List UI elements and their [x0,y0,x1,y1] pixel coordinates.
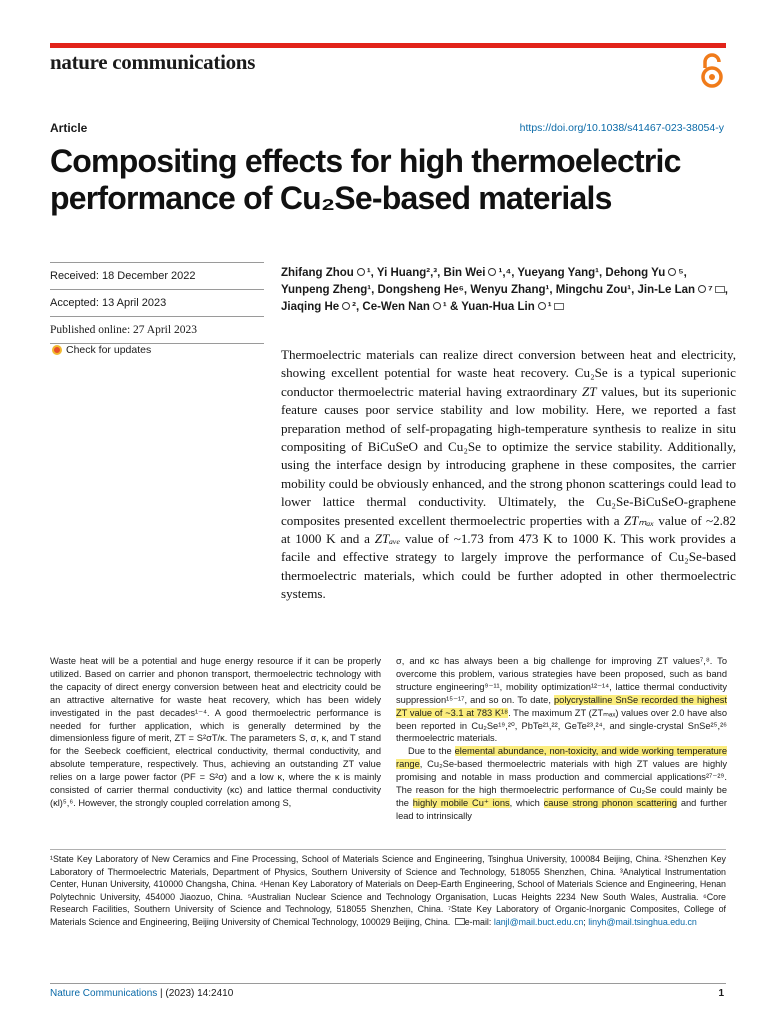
envelope-icon[interactable] [715,286,725,293]
author-affil: ⁷ [708,284,713,296]
received-date: Received: 18 December 2022 [50,262,264,289]
orcid-icon[interactable] [698,285,706,293]
footer-divider [50,983,726,984]
author-affil: ² [352,301,356,313]
author-name[interactable]: , Ce-Wen Nan [356,301,430,313]
email-link[interactable]: linyh@mail.tsinghua.edu.cn [588,916,697,927]
abstract-zt-max: ZTₘₐₓ [623,512,655,528]
abstract-text: Thermoelectric materials can realize direct conversion between heat and electricity, showing excellent potential for waste heat recovery. Cu₂Se is a typical superionic conductor thermoelectric material having extraordinary [281,347,736,399]
email-link[interactable]: lanjl@mail.buct.edu.cn [493,916,584,927]
article-dates [50,262,264,344]
body-column-left [50,655,381,810]
author-affil: ¹ [547,301,552,313]
abstract-text: values, but its superionic feature causes poor service stability and low mobility. Here, we reported a fast preparation method of self-propagating high-temperature synthesis to realize in situ compositing of BiCuSeO and Cu₂Se to optimize the service stability. Additionally, using the interface design by introducing graphene in these composites, the carrier mobility could be obviously enhanced, and the strong phonon scatterings could lead to lower lattice thermal conductivity. Ultimately, the Cu₂Se-BiCuSeO-graphene composites presented excellent thermoelectric properties with a [281,383,737,528]
body-text: σ, and κc has always been a big challenge for improving ZT values⁷,⁸. To overcome this problem, various strategies have been proposed, such as band structure engineering⁹⁻¹¹, mobility optimization¹²⁻¹⁴, lattice thermal conductivity suppression¹⁵⁻¹⁷, and so on. To date, [396,656,727,705]
author-name[interactable]: Mingchu Zou [555,284,628,296]
author-name[interactable]: Wenyu Zhang [470,284,546,296]
orcid-icon[interactable] [488,268,496,276]
author-affil: ¹, [367,284,378,296]
check-updates-label: Check for updates [66,344,152,356]
abstract-zt-ave: ZTₐᵥₑ [374,531,401,547]
footer-volume: | (2023) 14:2410 [160,988,234,999]
author-list [281,265,731,316]
orcid-icon[interactable] [342,302,350,310]
author-name[interactable]: Jiaqing He [281,301,340,313]
author-name[interactable]: Dongsheng He [377,284,459,296]
check-updates-icon [52,345,62,355]
body-text: . The maximum ZT (ZTₘₐₓ) values over 2.0 have also been reported in Cu₂Se¹⁹,²⁰, PbTe²¹,²², GeTe²³,²⁴, and single-crystal SnSe²⁵,²⁶ thermoelectric materials. [396,707,727,744]
author-affil: ¹, [627,284,638,296]
author-name[interactable]: & Yuan-Hua Lin [446,301,535,313]
highlighted-text: highly mobile Cu⁺ ions [412,797,510,808]
highlighted-text: elemental abundance, non-toxicity, and wide working temperature range [396,746,728,770]
envelope-icon [455,918,465,925]
author-affil: ⁶, [458,284,471,296]
affiliations-body: ¹State Key Laboratory of New Ceramics and Fine Processing, School of Materials Science and Engineering, Tsinghua University, 100084 Beijing, China. ²Shenzhen Key Laboratory of Thermoelectric Materials, Department of Physics, Southern University of Science and Technology, 518055 Shenzhen, China. ³Analytical Instrumentation Center, Hunan University, 410000 Changsha, China. ⁴Henan Key Laboratory of Materials on Deep-Earth Engineering, School of Materials Science and Engineering, Henan Polytechnic University, 454000 Jiaozuo, China. ⁵Australian Nuclear Science and Technology Organisation, Lucas Heights 2234 New South Wales, Australia. ⁶Core Research Facilities, Southern University of Science and Technology, 518055 Shenzhen, China. ⁷State Key Laboratory of Organic-Inorganic Composites, College of Materials Science and Engineering, Beijing University of Chemical Technology, 100029 Beijing, China. [50,854,726,927]
body-column-right [396,655,727,823]
author-affil: ¹, [545,284,556,296]
body-paragraph [396,655,727,745]
article-type-label: Article [50,121,88,135]
journal-name: nature communications [50,50,256,74]
author-affil: ¹, [595,267,606,279]
accepted-date: Accepted: 13 April 2023 [50,289,264,316]
published-date: Published online: 27 April 2023 [50,316,264,344]
article-title: Compositing effects for high thermoelectric performance of Cu₂Se-based materials [50,143,681,216]
highlighted-text: cause strong phonon scattering [543,797,678,808]
envelope-icon[interactable] [554,303,564,310]
affiliations-text: ¹State Key Laboratory of New Ceramics and Fine Processing, School of Materials Science and Engineering, Tsinghua University, 100084 Beijing, China. ²Shenzhen Key Laboratory of Thermoelectric Materials, Department of Physics, Southern University of Science and Technology, 518055 Shenzhen, China. ³Analytical Instrumentation Center, Hunan University, 410000 Changsha, China. ⁴Henan Key Laboratory of Materials on Deep-Earth Engineering, School of Materials Science and Engineering, Henan Polytechnic University, 454000 Jiaozuo, China. ⁵Australian Nuclear Science and Technology Organisation, Lucas Heights 2234 New South Wales, Australia. ⁶Core Research Facilities, Southern University of Science and Technology, 518055 Shenzhen, China. ⁷State Key Laboratory of Organic-Inorganic Composites, College of Materials Science and Engineering, Beijing University of Chemical Technology, 100029 Beijing, China. e-mail: lanjl@mail.buct.edu.cn; linyh@mail.tsinghua.edu.cn [50,854,726,927]
author-affil: ¹ [442,301,447,313]
author-name[interactable]: Yi Huang [376,267,427,279]
orcid-icon[interactable] [433,302,441,310]
author-affil: ¹, [366,267,377,279]
orcid-icon[interactable] [357,268,365,276]
check-updates-link[interactable] [52,344,151,356]
body-text: and further lead to intrinsically [396,797,727,821]
orcid-icon[interactable] [538,302,546,310]
author-affil: ²,³, [426,267,444,279]
author-name[interactable]: Yueyang Yang [517,267,596,279]
author-name[interactable]: Jin-Le Lan [637,284,696,296]
body-paragraph [396,745,727,822]
body-paragraph: Waste heat will be a potential and huge energy resource if it can be properly utilized. Based on carrier and phonon transport, thermoelectric technology with the capacity of direct energy conversion between heat and electricity could be an attractive alternative for waste heat recovery, which has been widely investigated in the past decades¹⁻⁴. A good thermoelectric performance is needed for further application, which is generally determined by the dimensionless figure of merit, ZT = S²σT/κ. The parameters S, σ, κ, and T stand for the Seebeck coefficient, electrical conductivity, thermal conductivity, and absolute temperature, respectively. Thus, achieving an outstanding ZT value relies on a large power factor (PF = S²σ) and a low κ, where the κ is mainly consisted of carrier thermal conductivity (κc) and lattice thermal conductivity (κl)⁵,⁶. However, the strongly coupled correlation among S, [50,656,381,808]
abstract-zt: ZT [581,383,597,399]
body-text: , Cu₂Se-based thermoelectric materials with high ZT values are highly promising and notable in mass production and commercial applications²⁷⁻²⁹. The reason for the high thermoelectric performance of Cu₂Se could mainly be the [396,759,727,808]
affiliations [50,853,726,929]
orcid-icon[interactable] [668,268,676,276]
footer-citation [50,988,233,999]
abstract [281,346,736,604]
author-affil: ⁵, [678,267,687,279]
highlighted-text: polycrystalline SnSe recorded the highest ZT value of ~3.1 at 783 K¹⁸ [396,694,727,718]
doi-link[interactable]: https://doi.org/10.1038/s41467-023-38054-y [519,122,724,134]
abstract-text: value of ~1.73 from 473 K to 1000 K. This work provides a facile and effective strategy to largely improve the performance of Cu₂Se-based thermoelectric materials, which could be further adopted in other thermoelectric systems. [281,531,736,602]
author-sep: , [724,284,728,296]
body-text: Due to the [408,746,455,757]
open-access-icon [695,53,729,89]
author-name[interactable]: Zhifang Zhou [281,267,354,279]
page-number: 1 [718,988,724,999]
email-label: e-mail: [464,916,492,927]
author-name[interactable]: Yunpeng Zheng [281,284,368,296]
affiliations-divider [50,849,726,850]
author-affil: ¹,⁴, [498,267,518,279]
abstract-text: value of ~2.82 at 1000 K and a [281,512,736,547]
header-accent-bar [50,43,726,48]
author-name[interactable]: Dehong Yu [605,267,666,279]
body-text: , which [509,797,544,808]
footer-journal[interactable]: Nature Communications [50,988,158,999]
author-name[interactable]: Bin Wei [443,267,486,279]
